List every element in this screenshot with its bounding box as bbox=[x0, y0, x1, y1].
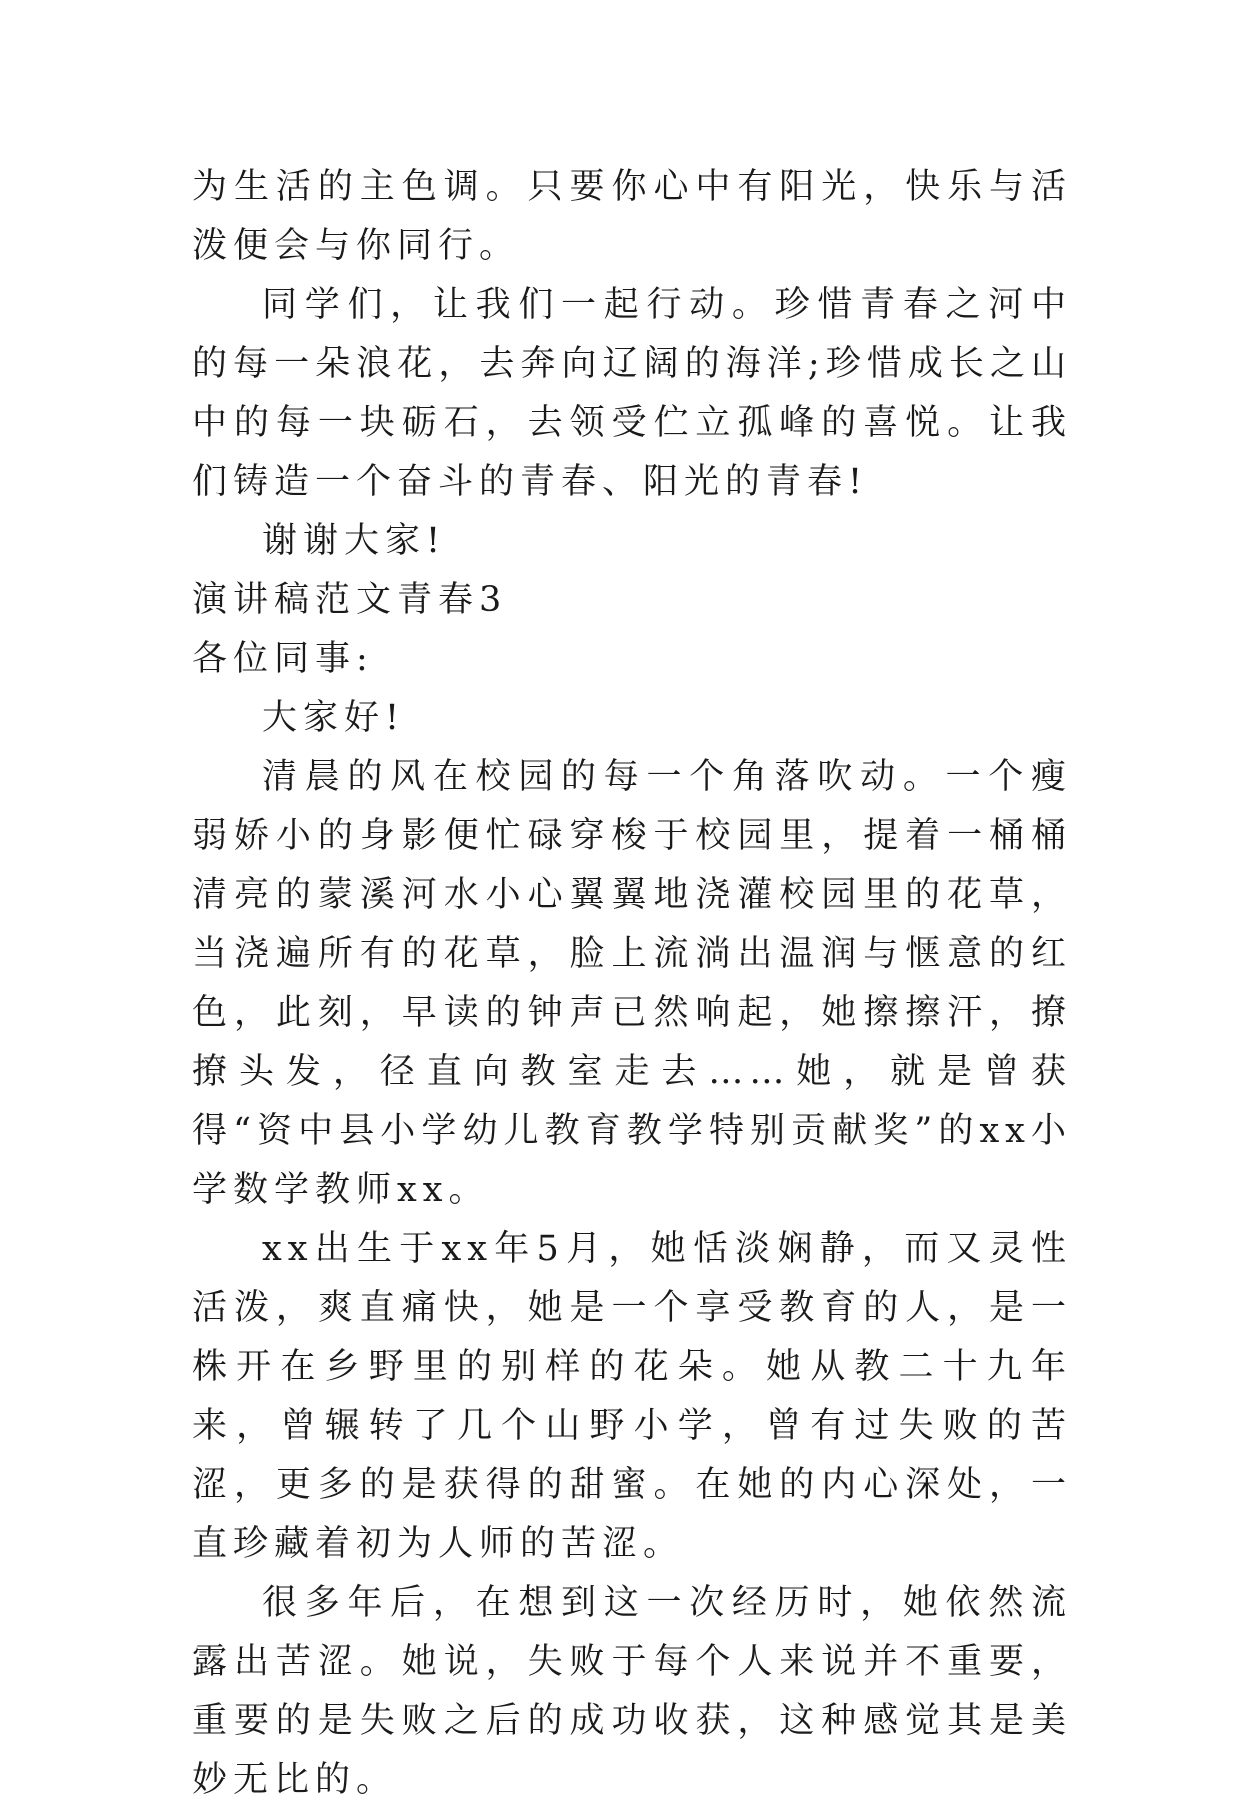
section-title: 演讲稿范文青春3 bbox=[192, 580, 508, 620]
salutation: 各位同事: bbox=[192, 639, 374, 679]
paragraph: 谢谢大家! bbox=[262, 521, 447, 561]
greeting: 大家好! bbox=[262, 698, 406, 738]
paragraph: 很多年后，在想到这一次经历时，她依然流露出苦涩。她说，失败于每个人来说并不重要，重要的是失败之后的成功收获，这种感觉其是美妙无比的。 bbox=[192, 1583, 1072, 1800]
document-body bbox=[192, 158, 1072, 1810]
paragraph: xx出生于xx年5月，她恬淡娴静，而又灵性活泼，爽直痛快，她是一个享受教育的人，是一株开在乡野里的别样的花朵。她从教二十九年来，曾辗转了几个山野小学，曾有过失败的苦涩，更多的是获得的甜蜜。在她的内心深处，一直珍藏着初为人师的苦涩。 bbox=[192, 1229, 1072, 1564]
paragraph: 清晨的风在校园的每一个角落吹动。一个瘦弱娇小的身影便忙碌穿梭于校园里，提着一桶桶清亮的蒙溪河水小心翼翼地浇灌校园里的花草，当浇遍所有的花草，脸上流淌出温润与惬意的红色，此刻，早读的钟声已然响起，她擦擦汗，撩撩头发，径直向教室走去……她，就是曾获得“资中县小学幼儿教育教学特别贡献奖”的xx小学数学教师xx。 bbox=[192, 757, 1072, 1210]
paragraph: 同学们，让我们一起行动。珍惜青春之河中的每一朵浪花，去奔向辽阔的海洋;珍惜成长之山中的每一块砺石，去领受伫立孤峰的喜悦。让我们铸造一个奋斗的青春、阳光的青春! bbox=[192, 285, 1072, 502]
paragraph: 为生活的主色调。只要你心中有阳光，快乐与活泼便会与你同行。 bbox=[192, 167, 1072, 266]
